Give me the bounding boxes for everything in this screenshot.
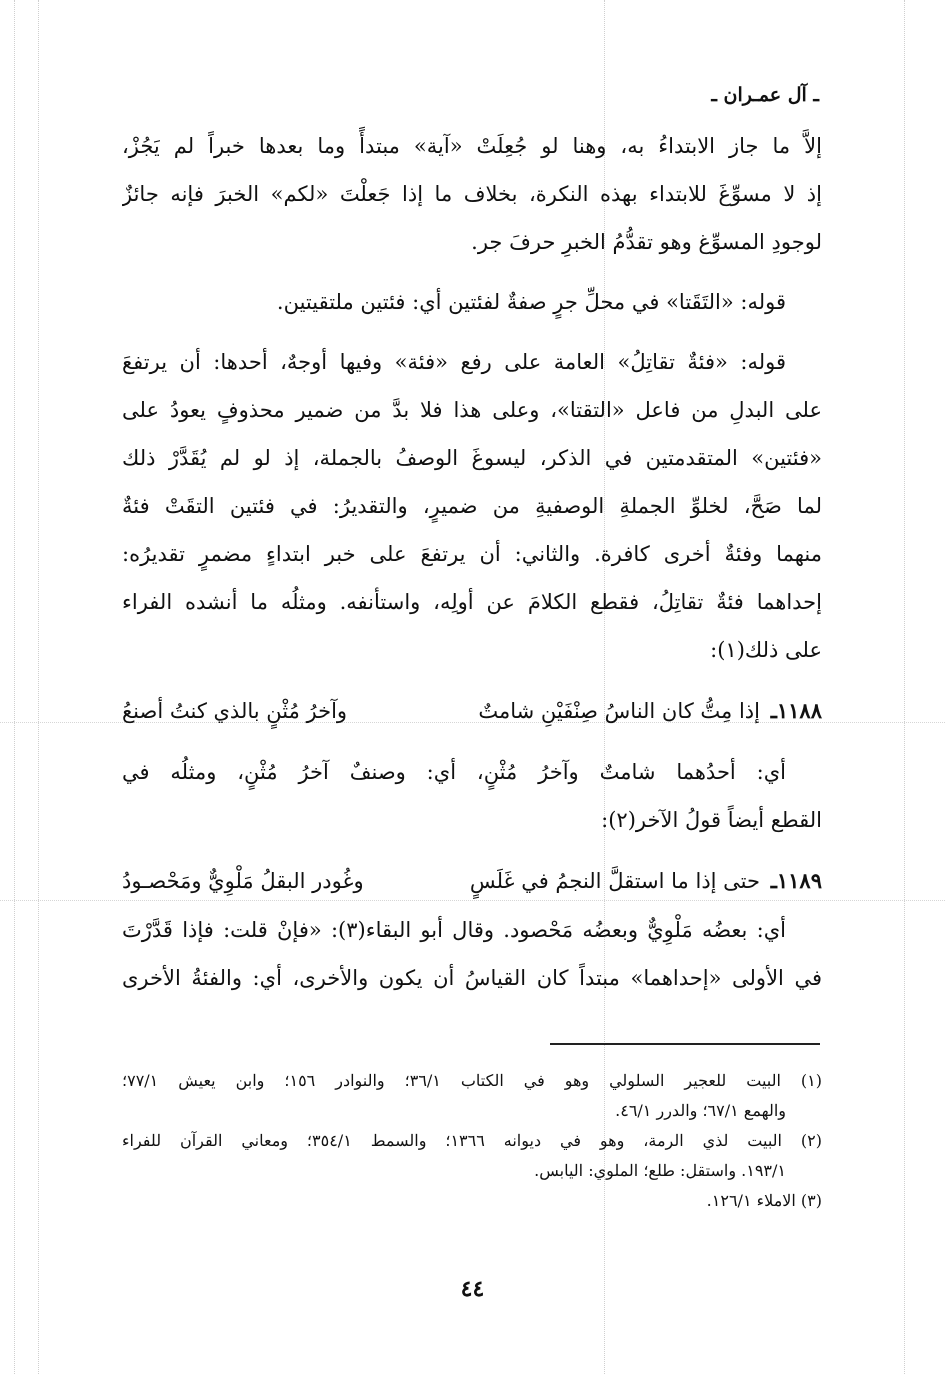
text-line: إذ لا مسوِّغَ للابتداء بهذه النكرة، بخلاف ما إذا جَعلْتَ «لكم» الخبرَ فإنه جائزٌ [122,182,822,206]
text-line: أي: بعضُه مَلْوِيٌّ وبعضُه مَحْصود. وقال أبو البقاء(٣): «فإنْ قلت: فإذا قَدَّرْتَ [122,918,786,942]
poetry-verse [122,856,822,906]
text-line: على البدلِ من فاعل «التقتا»، وعلى هذا فلا بدَّ من ضمير محذوفٍ يعودُ على [122,398,822,422]
scan-guide-line [38,0,39,1374]
text-line: القطع أيضاً قولُ الآخر(٢): [601,808,822,832]
text-line: «فئتين» المتقدمتين في الذكر، ليسوغَ الوصفُ بالجملة، إذ لو لم يُقَدَّرْ ذلك [122,446,822,470]
poetry-verse [122,686,822,736]
footnote-line: (١) البيت للعجير السلولي وهو في الكتاب ٣٦/١؛ والنوادر ١٥٦؛ وابن يعيش ٧٧/١؛ [122,1071,822,1090]
footnote-line: (٣) الاملاء ١٢٦/١. [706,1191,822,1210]
footnote-line: ١٩٣/١. واستقل: طلع؛ الملوي: اليابس. [534,1161,786,1180]
scan-guide-line [904,0,905,1374]
footnote-line: والهمع ٦٧/١؛ والدرر ٤٦/١. [615,1101,786,1120]
text-line: منهما وفئةٌ أخرى كافرة. والثاني: أن يرتفعَ على خبر ابتداءٍ مضمرٍ تقديرُه: [122,542,822,566]
main-text [122,122,822,1002]
text-line: في الأولى «إحداهما» مبتداً كان القياسُ أن يكون والأخرى، أي: والفئةُ الأخرى [122,966,822,990]
text-line: إحداهما فئةٌ تقاتِلُ، فقطع الكلامَ عن أولِه، واستأنفه. ومثلُه ما أنشده الفراء [122,590,822,614]
text-line: إلاَّ ما جاز الابتداءُ به، وهنا لو جُعِلَتْ «آية» مبتدأً وما بعدها خبراً لم يَجُزْ، [122,134,822,158]
verse-first-hemistich: إذا مِتُّ كان الناسُ صِنْفَيْنِ شامتٌ [478,699,760,723]
footnotes [122,1066,822,1216]
scan-guide-line [14,0,15,1374]
verse-second-hemistich: وغُودر البقلُ مَلْوِيٌّ ومَحْصـودُ [122,869,364,893]
verse-second-hemistich: وآخرُ مُثْنٍ بالذي كنتُ أصنعُ [122,699,348,723]
text-line: لوجودِ المسوِّغ وهو تقدُّمُ الخبرِ حرفَ جر. [471,230,822,254]
text-line: على ذلك(١): [710,638,822,662]
running-header: ـ آل عمـران ـ [711,84,819,106]
page-number: ٤٤ [460,1276,485,1302]
footnote-line: (٢) البيت لذي الرمة، وهو في ديوانه ١٣٦٦؛ والسمط ٣٥٤/١؛ ومعاني القرآن للفراء [122,1131,822,1150]
verse-number: ١١٨٨ـ [770,698,822,723]
verse-number: ١١٨٩ـ [770,868,822,893]
text-line: أي: أحدُهما شامتٌ وآخرُ مُثْنٍ، أي: وصنفٌ آخرُ مُثْنٍ، ومثلُه في [122,760,786,784]
text-line: لما صَحَّ، لخلوِّ الجملةِ الوصفيةِ من ضميرٍ، والتقديرُ: في فئتين التقَتْ فئةٌ [122,494,822,518]
text-line: قوله: «فئةٌ تقاتِلُ» العامة على رفع «فئة» وفيها أوجهٌ، أحدها: أن يرتفعَ [122,350,786,374]
text-line: قوله: «التَقَتا» في محلِّ جرٍ صفةٌ لفئتين أي: فئتين ملتقيتين. [276,290,786,314]
footnote-separator [550,1043,820,1045]
verse-first-hemistich: حتى إذا ما استقلَّ النجمُ في غَلَسٍ [469,869,760,893]
